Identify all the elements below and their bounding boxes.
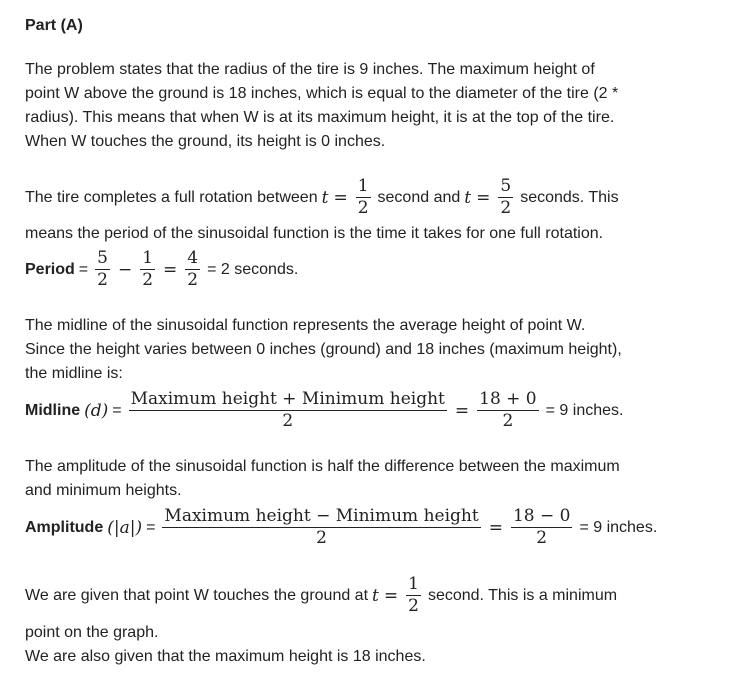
paragraph-radius-line-1: The problem states that the radius of the tire is 9 inches. The maximum height of	[25, 61, 595, 78]
variable-t: t	[464, 187, 472, 208]
period-intro-text-2: second and	[377, 188, 461, 206]
midline-value-fraction: $\frac{18 + 0}{2}$	[479, 389, 537, 431]
amplitude-formula-fraction: $\frac{\text{Maximum height − Minimum height}}{2}$	[164, 506, 479, 548]
equals-sign: =	[163, 259, 178, 280]
midline-label: Midline	[25, 401, 81, 419]
minimum-text-2: second. This is a minimum	[427, 586, 618, 604]
amplitude-result: = 9 inches.	[579, 518, 658, 536]
midline-result: = 9 inches.	[545, 401, 624, 419]
period-intro-text-3: seconds. This	[520, 188, 619, 206]
amplitude-variable: (|a|)	[107, 517, 143, 538]
period-result: = 2 seconds.	[207, 260, 299, 278]
paragraph-amplitude-line-2: and minimum heights.	[25, 482, 182, 499]
period-equation	[25, 248, 298, 291]
equals-sign: =	[454, 400, 470, 421]
period-label: Period	[25, 260, 75, 278]
minimum-point-line	[25, 574, 617, 617]
period-intro-text-1: The tire completes a full rotation between	[25, 188, 318, 206]
equals-sign: =	[78, 260, 89, 278]
equals-sign: =	[333, 187, 348, 208]
paragraph-amplitude-line-1: The amplitude of the sinusoidal function is half the difference between the maximum	[25, 458, 620, 475]
midline-equation	[25, 389, 623, 432]
minimum-text-1: We are given that point W touches the ground at	[25, 586, 369, 604]
amplitude-label: Amplitude	[25, 518, 104, 536]
fraction-four-halves: $\frac{4}{2}$	[187, 248, 199, 290]
equals-sign: =	[488, 517, 503, 538]
fraction-one-half: $\frac{1}{2}$	[408, 574, 419, 616]
maximum-height-line: We are also given that the maximum height is 18 inches.	[25, 648, 426, 665]
midline-variable: (d)	[84, 400, 109, 421]
equals-sign: =	[112, 401, 122, 419]
equals-sign: =	[146, 518, 156, 536]
fraction-five-halves: $\frac{5}{2}$	[97, 248, 108, 290]
midline-formula-fraction: $\frac{\text{Maximum height + Minimum height}}{2}$	[130, 389, 445, 431]
fraction-one-half: $\frac{1}{2}$	[357, 176, 369, 218]
paragraph-midline-line-3: the midline is:	[25, 365, 123, 382]
period-intro-line	[25, 176, 619, 219]
paragraph-radius-line-4: When W touches the ground, its height is 0 inches.	[25, 133, 386, 150]
minus-sign: −	[117, 259, 133, 280]
variable-t: t	[321, 187, 329, 208]
fraction-one-half: $\frac{1}{2}$	[142, 248, 154, 290]
amplitude-value-fraction: $\frac{18 - 0}{2}$	[512, 506, 571, 548]
period-intro-line-2: means the period of the sinusoidal function is the time it takes for one full rotation.	[25, 225, 604, 242]
minimum-point-line-2: point on the graph.	[25, 624, 159, 641]
part-heading: Part (A)	[25, 17, 83, 34]
amplitude-equation	[25, 506, 657, 549]
paragraph-radius-line-2: point W above the ground is 18 inches, which is equal to the diameter of the tire (2 *	[25, 85, 619, 102]
paragraph-midline-line-2: Since the height varies between 0 inches (ground) and 18 inches (maximum height),	[25, 341, 622, 358]
paragraph-midline-line-1: The midline of the sinusoidal function represents the average height of point W.	[25, 317, 586, 334]
paragraph-radius-line-3: radius). This means that when W is at its maximum height, it is at the top of the tire.	[25, 109, 615, 126]
equals-sign: =	[383, 585, 399, 606]
equals-sign: =	[476, 187, 491, 208]
fraction-five-halves: $\frac{5}{2}$	[500, 176, 512, 218]
variable-t: t	[372, 585, 379, 606]
